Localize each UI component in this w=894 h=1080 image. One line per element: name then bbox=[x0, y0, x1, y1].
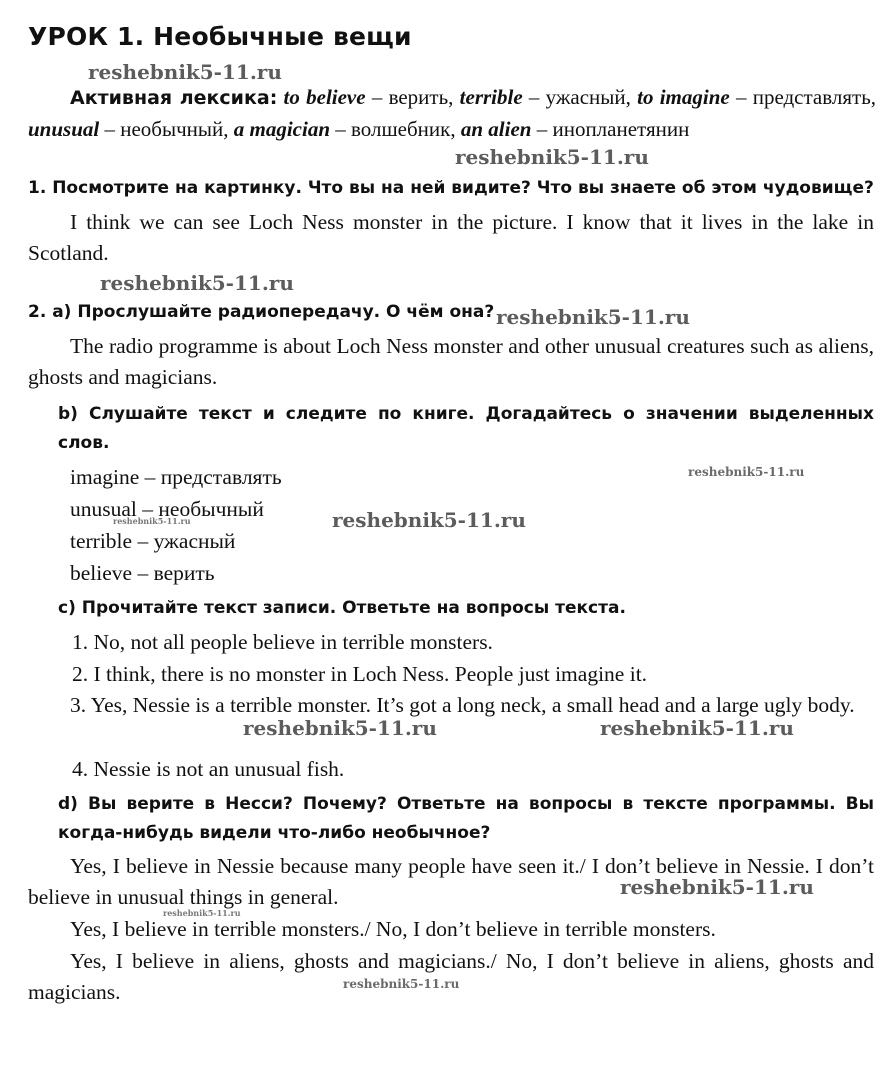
task2c-heading: c) Прочитайте текст записи. Ответьте на вопросы текста. bbox=[58, 598, 626, 618]
vocab-term: unusual bbox=[28, 117, 100, 141]
vocab-translation: необычный bbox=[120, 117, 224, 141]
vocab-translation: представлять bbox=[752, 85, 871, 109]
vocabulary-heading: Активная лексика: bbox=[70, 87, 278, 109]
watermark: reshebnik5-11.ru bbox=[620, 875, 814, 899]
watermark: reshebnik5-11.ru bbox=[455, 145, 649, 169]
vocab-term: an alien bbox=[460, 117, 532, 141]
vocab-translation: волшебник bbox=[351, 117, 451, 141]
watermark: reshebnik5-11.ru bbox=[113, 516, 191, 526]
vocab-term: a magician bbox=[233, 117, 331, 141]
word-pair: terrible – ужасный bbox=[70, 529, 236, 553]
watermark: reshebnik5-11.ru bbox=[496, 305, 690, 329]
task2d-heading: d) Вы верите в Несси? Почему? Ответьте на вопросы в тексте программы. Вы когда-нибудь видели что-либо необычное? bbox=[58, 794, 874, 843]
vocab-term: terrible bbox=[459, 85, 523, 109]
vocab-term: to imagine bbox=[637, 85, 730, 109]
word-pair: unusual – необычный bbox=[70, 497, 264, 521]
vocab-translation: ужасный bbox=[545, 85, 626, 109]
vocab-term: to believe bbox=[283, 85, 366, 109]
word-pair: believe – верить bbox=[70, 561, 215, 585]
task2a-answer: The radio programme is about Loch Ness monster and other unusual creatures such as aliens, ghosts and magicians. bbox=[28, 334, 874, 389]
watermark: reshebnik5-11.ru bbox=[163, 908, 241, 918]
answer-line: Yes, I believe in terrible monsters./ No, I don’t believe in terrible monsters. bbox=[70, 917, 716, 941]
answer-line: 2. I think, there is no monster in Loch Ness. People just imagine it. bbox=[72, 662, 648, 686]
vocab-translation: инопланетянин bbox=[552, 117, 690, 141]
task2b-heading: b) Слушайте текст и следите по книге. Догадайтесь о значении выделенных слов. bbox=[58, 404, 874, 453]
word-pair: imagine – представлять bbox=[70, 465, 282, 489]
answer-line: Yes, I believe in aliens, ghosts and magicians./ No, I don’t believe in aliens, ghosts and magicians. bbox=[28, 949, 874, 1004]
answer-line: 4. Nessie is not an unusual fish. bbox=[72, 757, 345, 781]
watermark: reshebnik5-11.ru bbox=[688, 465, 805, 479]
active-vocabulary: Активная лексика: to believe – верить, terrible – ужасный, to imagine – представлять, unusual – необычный, a magician – волшебник, an alien – инопланетянин bbox=[28, 85, 877, 141]
watermark: reshebnik5-11.ru bbox=[88, 60, 282, 84]
vocab-translation: верить bbox=[388, 85, 449, 109]
watermark: reshebnik5-11.ru bbox=[243, 716, 437, 740]
watermark: reshebnik5-11.ru bbox=[332, 508, 526, 532]
watermark: reshebnik5-11.ru bbox=[343, 977, 460, 991]
lesson-title: УРОК 1. Необычные вещи bbox=[28, 22, 412, 51]
task1-heading: 1. Посмотрите на картинку. Что вы на ней видите? Что вы знаете об этом чудовище? bbox=[28, 178, 874, 198]
task2a-heading: 2. a) Прослушайте радиопередачу. О чём она? bbox=[28, 302, 495, 322]
task1-answer: I think we can see Loch Ness monster in the picture. I know that it lives in the lake in Scotland. bbox=[28, 210, 874, 265]
watermark: reshebnik5-11.ru bbox=[100, 271, 294, 295]
watermark: reshebnik5-11.ru bbox=[600, 716, 794, 740]
answer-line: Yes, I believe in Nessie because many people have seen it./ I don’t believe in Nessie. I don’t believe in unusual things in general. bbox=[28, 854, 874, 909]
answer-line: 1. No, not all people believe in terrible monsters. bbox=[72, 630, 493, 654]
answer-line: 3. Yes, Nessie is a terrible monster. It’s got a long neck, a small head and a large ugly body. bbox=[70, 693, 855, 717]
